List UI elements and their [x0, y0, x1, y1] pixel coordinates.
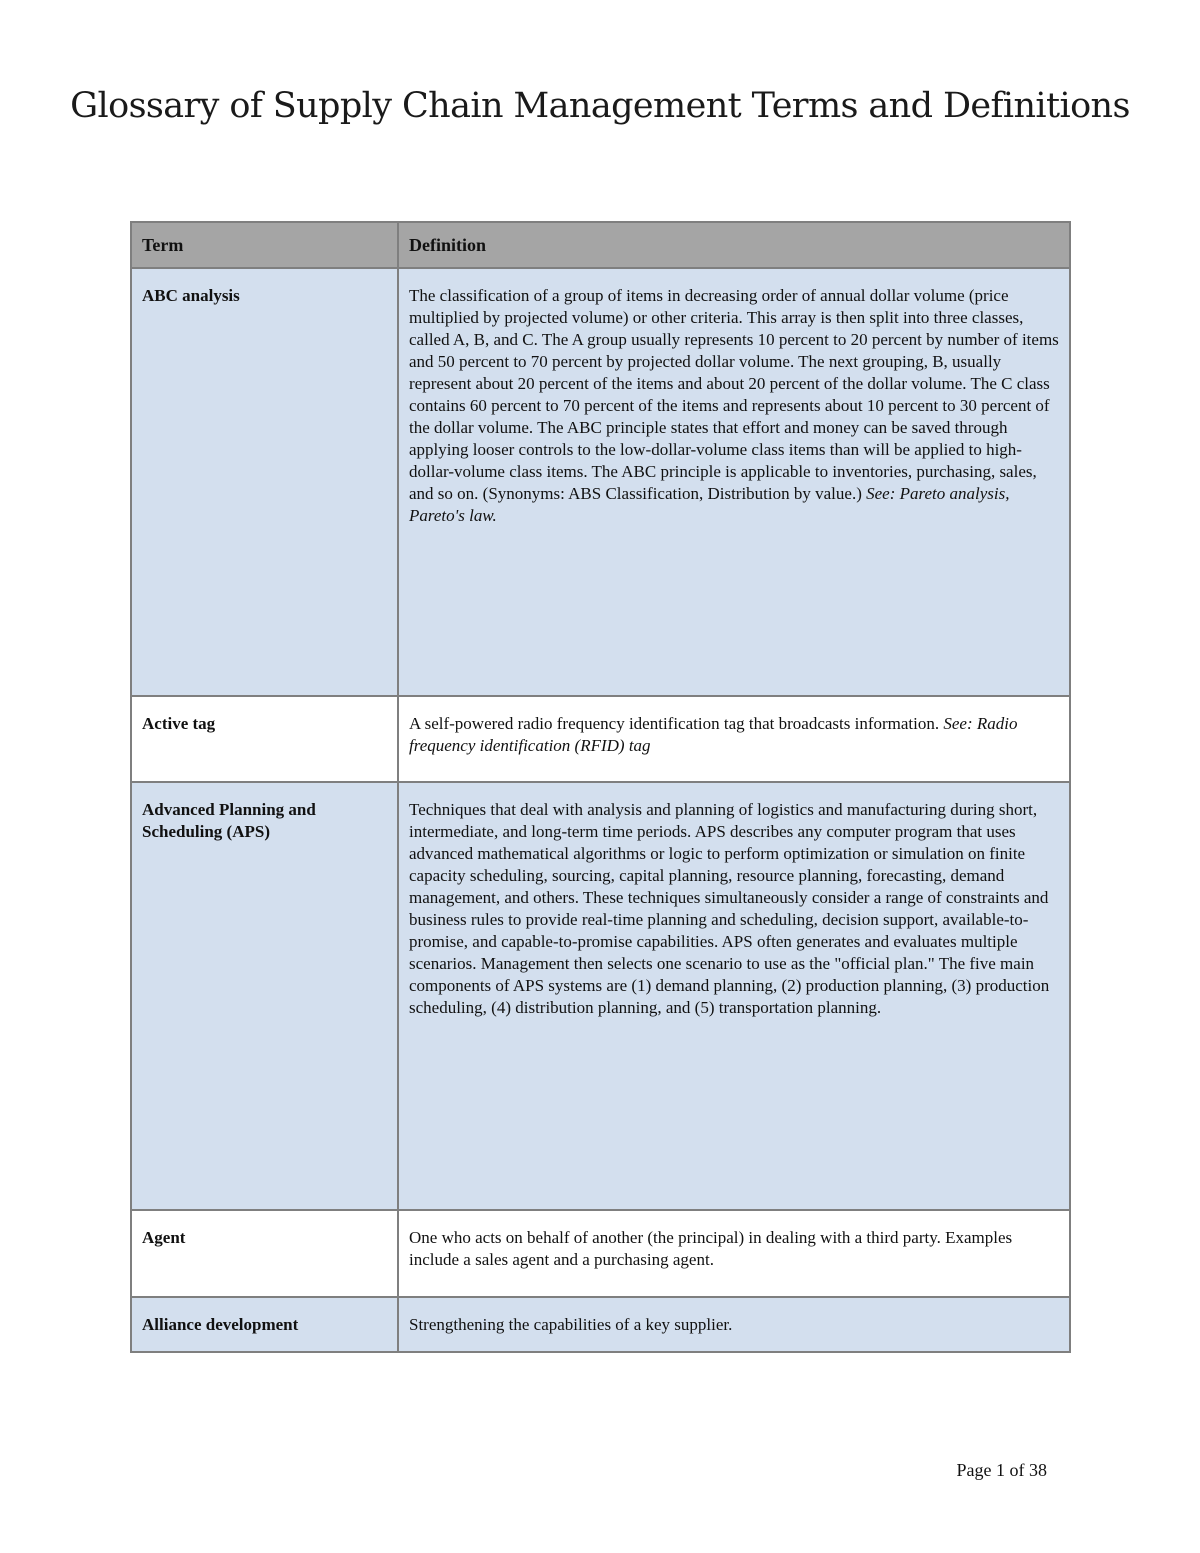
- table-row: [131, 1210, 1070, 1297]
- table-row: [131, 696, 1070, 782]
- term-cell: Agent: [131, 1210, 398, 1297]
- definition-text: One who acts on behalf of another (the principal) in dealing with a third party. Examples include a sales agent and a purchasing agent.: [409, 1228, 1013, 1269]
- definition-column-header: Definition: [398, 222, 1070, 268]
- definition-cell: [398, 1210, 1070, 1297]
- term-cell: Advanced Planning and Scheduling (APS): [131, 782, 398, 1210]
- definition-cell: [398, 1297, 1070, 1352]
- table-row: [131, 782, 1070, 1210]
- definition-text: Techniques that deal with analysis and planning of logistics and manufacturing during short, intermediate, and long-term time periods. APS describes any computer program that uses advanced mathematical algorithms or logic to perform optimization or simulation on finite capacity scheduling, sourcing, capital planning, resource planning, forecasting, demand management, and others. These techniques simultaneously consider a range of constraints and business rules to provide real-time planning and scheduling, decision support, available-to-promise, and capable-to-promise capabilities. APS often generates and evaluates multiple scenarios. Management then selects one scenario to use as the "official plan." The five main components of APS systems are (1) demand planning, (2) production planning, (3) production scheduling, (4) distribution planning, and (5) transportation planning.: [409, 800, 1050, 1017]
- table-row: [131, 268, 1070, 696]
- see-also-reference: See: Pareto analysis, Pareto's law.: [409, 484, 1010, 525]
- definition-cell: [398, 782, 1070, 1210]
- term-cell: Active tag: [131, 696, 398, 782]
- page-number: Page 1 of 38: [956, 1460, 1047, 1480]
- term-column-header: Term: [131, 222, 398, 268]
- definition-text: The classification of a group of items in decreasing order of annual dollar volume (price multiplied by projected volume) or other criteria. This array is then split into three classes, called A, B, and C. The A group usually represents 10 percent to 20 percent by number of items and 50 percent to 70 percent by projected dollar volume. The next grouping, B, usually represent about 20 percent of the items and about 20 percent of the dollar volume. The C class contains 60 percent to 70 percent of the items and represents about 10 percent to 30 percent of the dollar volume. The ABC principle states that effort and money can be saved through applying looser controls to the low-dollar-volume class items than will be applied to high-dollar-volume class items. The ABC principle is applicable to inventories, purchasing, sales, and so on. (Synonyms: ABS Classification, Distribution by value.): [409, 286, 1059, 503]
- glossary-table: [130, 221, 1071, 1353]
- definition-text: A self-powered radio frequency identification tag that broadcasts information.: [409, 714, 940, 733]
- term-cell: Alliance development: [131, 1297, 398, 1352]
- definition-cell: [398, 268, 1070, 696]
- table-row: [131, 1297, 1070, 1352]
- term-cell: ABC analysis: [131, 268, 398, 696]
- table-header-row: [131, 222, 1070, 268]
- page-title: Glossary of Supply Chain Management Terms and Definitions: [70, 86, 1130, 126]
- definition-cell: [398, 696, 1070, 782]
- definition-text: Strengthening the capabilities of a key supplier.: [409, 1315, 733, 1334]
- see-also-reference: See: Radio frequency identification (RFID) tag: [409, 714, 1018, 755]
